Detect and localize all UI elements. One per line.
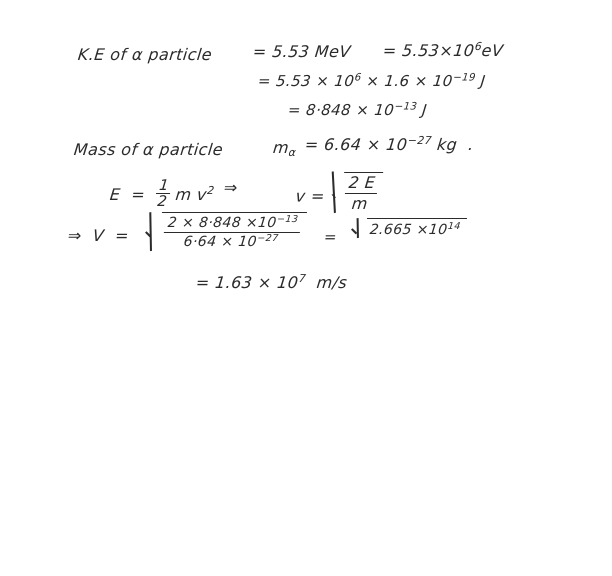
substitution-numerator: [164, 215, 302, 232]
substitution-numerator-text: 2 × 8·848 ×10: [167, 215, 278, 232]
implies-symbol-1: ⇒: [223, 178, 239, 197]
implies-symbol-2: ⇒: [67, 226, 83, 245]
equals-symbol-3: =: [323, 228, 338, 246]
mass-value-exponent: −27: [407, 134, 433, 147]
substitution-denominator-exponent: −27: [256, 233, 280, 245]
line-mass-value: [305, 134, 474, 154]
line-energy-formula: [110, 178, 214, 210]
ke-ev-mantissa: = 5.53×10: [381, 40, 476, 60]
velocity-equals-2: =: [114, 226, 130, 245]
joule-setup-b: × 1.6 × 10: [365, 72, 454, 90]
mass-value-mantissa: = 6.64 × 10: [303, 134, 409, 154]
line-implies-2: [68, 226, 129, 245]
substitution-numerator-exponent: −13: [276, 214, 299, 225]
joule-setup-unit: J: [479, 72, 487, 90]
line-mass-symbol: [273, 138, 297, 159]
ke-ev-exponent: 6: [474, 40, 483, 53]
mass-value-period: .: [467, 134, 475, 154]
line-velocity-substitution: [146, 212, 305, 251]
energy-symbol: E: [108, 184, 122, 204]
mass-value-unit: kg: [436, 134, 459, 154]
mass-symbol-subscript: α: [287, 146, 297, 160]
line-final-answer: [196, 272, 347, 292]
sqrt-substituted-values: [144, 212, 307, 251]
energy-equals: =: [130, 184, 147, 204]
joule-result-mantissa: = 8·848 × 10: [287, 101, 396, 119]
energy-mv: m v: [174, 184, 208, 204]
line-ke-joule-result: [288, 101, 427, 119]
mass-symbol: m: [272, 138, 291, 157]
final-answer-unit: m/s: [315, 272, 349, 292]
line-ke-label: [78, 45, 212, 64]
sqrt-result: [351, 218, 467, 238]
joule-setup-exp-a: 6: [354, 72, 363, 84]
one-half-numerator: 1: [158, 177, 170, 194]
line-sqrt-result: [352, 218, 466, 238]
line-ke-joule-setup: [258, 72, 485, 90]
joule-setup-a: = 5.53 × 10: [257, 72, 356, 90]
one-half-fraction: [155, 178, 172, 210]
sqrt-result-mantissa: 2.665 ×10: [368, 222, 449, 239]
mass-label-text: Mass of α particle: [73, 140, 225, 159]
one-half-denominator: 2: [156, 193, 169, 211]
joule-result-unit: J: [421, 101, 428, 119]
two-e-numerator: 2 E: [347, 173, 377, 192]
ke-mev-text: = 5.53 MeV: [252, 42, 352, 61]
velocity-equals-1: =: [310, 186, 326, 206]
joule-result-exponent: −13: [394, 101, 418, 113]
line-equals-3: [324, 228, 337, 246]
substitution-denominator-text: 6·64 × 10: [182, 234, 258, 251]
line-implies-1: [224, 178, 238, 197]
sqrt-2e-over-m: [328, 172, 383, 214]
final-answer-mantissa: = 1.63 × 10: [194, 272, 300, 292]
substitution-denominator: [162, 232, 300, 250]
substitution-fraction: [162, 215, 302, 251]
velocity-symbol-1: v: [294, 186, 307, 206]
joule-setup-exp-b: −19: [452, 72, 477, 84]
m-denominator: m: [342, 193, 377, 213]
energy-mv-exponent: 2: [206, 183, 216, 197]
radical-tick-icon-result: [351, 218, 367, 238]
line-velocity-formula: [296, 172, 381, 214]
line-mass-label: [74, 140, 223, 159]
line-ke-mev: [253, 42, 351, 61]
velocity-symbol-2: V: [91, 226, 106, 245]
two-e-over-m-fraction: [342, 174, 379, 214]
line-ke-ev: [383, 40, 503, 60]
ke-ev-unit: eV: [480, 40, 505, 60]
sqrt-result-exponent: 14: [447, 221, 462, 232]
final-answer-exponent: 7: [298, 272, 307, 285]
ke-label-text: K.E of α particle: [77, 45, 214, 64]
